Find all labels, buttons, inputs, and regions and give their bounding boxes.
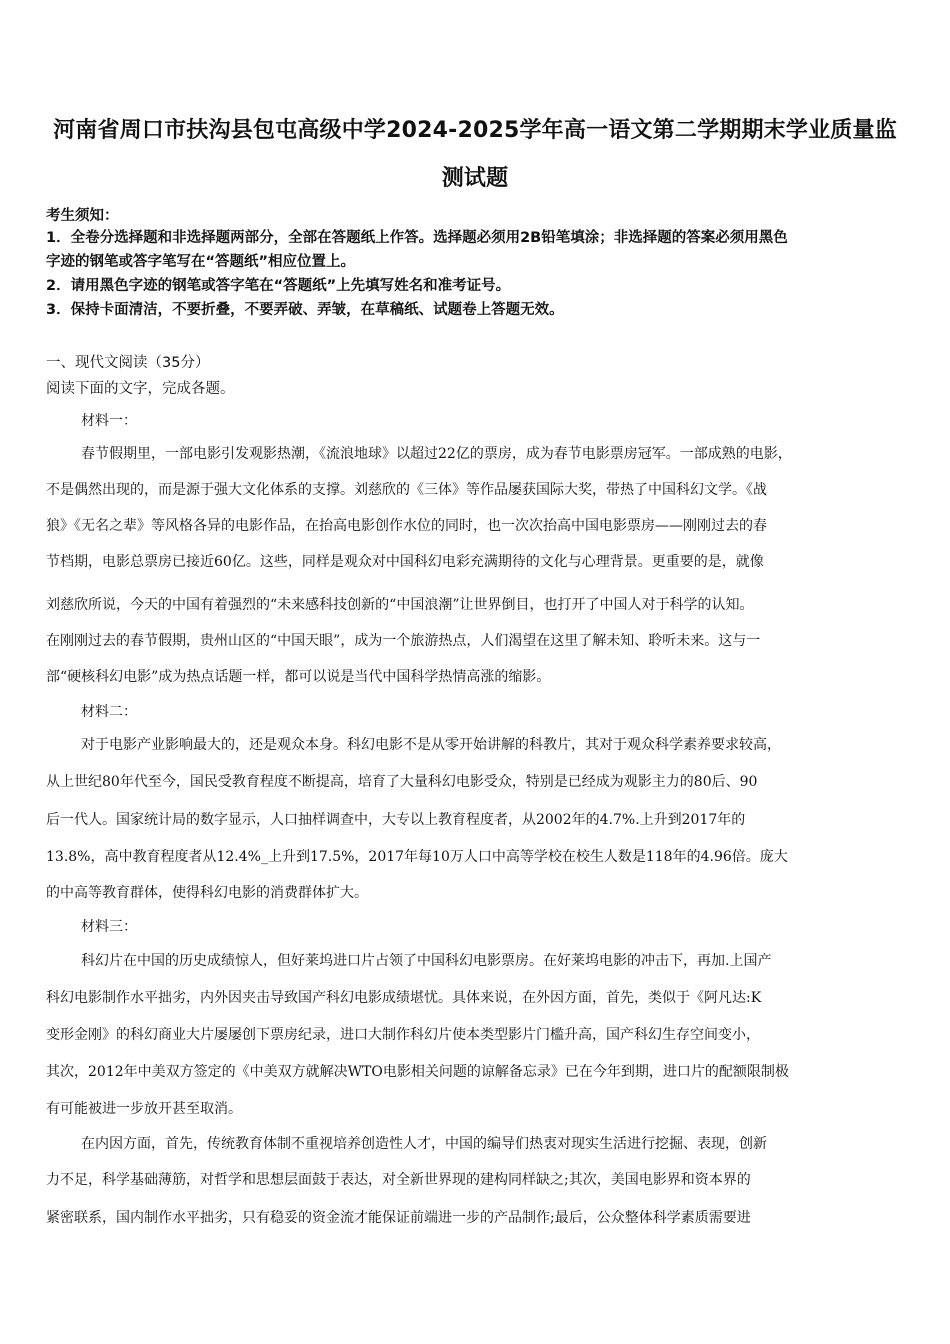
paragraph-line: 13.8%，高中教育程度者从12.4%_上升到17.5%，2017年每10万人口中高等学校在校生人数是118年的4.96倍。庞大	[46, 849, 788, 865]
paragraph-line: 有可能被进一步放开甚至取消。	[46, 1101, 242, 1117]
paragraph-line: 刘慈欣所说，今天的中国有着强烈的“未来感科技创新的“中国浪潮”让世界倒目，也打开了中国人对于科学的认知。	[46, 597, 754, 613]
paragraph-line: 狼》《无名之辈》等风格各异的电影作品，在抬高电影创作水位的同时，也一次次抬高中国电影票房——刚刚过去的春	[46, 518, 767, 534]
section-heading: 一、现代文阅读（35分）	[46, 355, 210, 371]
section-intro: 阅读下面的文字，完成各题。	[46, 381, 235, 397]
paragraph-line: 力不足，科学基础薄筋，对哲学和思想层面鼓于表达，对全新世界现的建构同样缺之;其次，美国电影界和资本界的	[46, 1172, 751, 1188]
paragraph-line: 不是偶然出现的，而是源于强大文化体系的支撑。刘慈欣的《三体》等作品屡获国际大奖，带热了中国科幻文学。《战	[46, 482, 767, 498]
paragraph-line: 科幻电影制作水平拙劣，内外因夹击导致国产科幻电影成绩堪忧。具体来说，在外因方面，首先，类似于《阿凡达:K	[46, 990, 762, 1006]
notice-item-3: 3．保持卡面清洁，不要折叠，不要弄破、弄皱，在草稿纸、试题卷上答题无效。	[46, 302, 564, 318]
paragraph-line: 紧密联系，国内制作水平拙劣，只有稳妥的资金流才能保证前端进一步的产品制作;最后，公众整体科学素质需要进	[46, 1210, 751, 1226]
notice-heading: 考生须知：	[46, 208, 119, 224]
notice-item-1: 1．全卷分选择题和非选择题两部分，全部在答题纸上作答。选择题必须用2B铅笔填涂；非选择题的答案必须用黑色	[46, 230, 788, 246]
paragraph-line: 春节假期里，一部电影引发观影热潮，《流浪地球》以超过22亿的票房，成为春节电影票房冠军。一部成熟的电影，	[81, 446, 792, 462]
paragraph-line: 节档期，电影总票房已接近60亿。这些，同样是观众对中国科幻电彩充满期待的文化与心理背景。更重要的是，就像	[46, 554, 764, 570]
paragraph-line: 在内因方面，首先，传统教育体制不重视培养创造性人才，中国的编导们热衷对现实生活进行挖掘、表现，创新	[81, 1136, 767, 1152]
exam-title-line1: 河南省周口市扶沟县包屯高级中学2024-2025学年高一语文第二学期期末学业质量监	[53, 118, 897, 143]
paragraph-line: 从上世纪80年代至今，国民受教育程度不断提高，培育了大量科幻电影受众，特别是已经成为观影主力的80后、90	[46, 774, 758, 790]
paragraph-line: 变形金刚》的科幻商业大片屡屡创下票房纪录，进口大制作科幻片使本类型影片门槛升高，国产科幻生存空间变小，	[46, 1027, 760, 1043]
notice-item-1-continued: 字迹的钢笔或答字笔写在“答题纸”相应位置上。	[46, 254, 356, 270]
material-2-label: 材料二：	[81, 704, 137, 720]
paragraph-line: 其次，2012年中美双方签定的《中美双方就解决WTO电影相关问题的谅解备忘录》已在今年到期，进口片的配额限制极	[46, 1064, 789, 1080]
paragraph-line: 后一代人。国家统计局的数字显示，人口抽样调查中，大专以上教育程度者，从2002年的4.7%.上升到2017年的	[46, 812, 746, 828]
notice-item-2: 2．请用黑色字迹的钢笔或答字笔在“答题纸”上先填写姓名和准考证号。	[46, 278, 511, 294]
paragraph-line: 的中高等教育群体，使得科幻电影的消费群体扩大。	[46, 885, 368, 901]
exam-title-line2: 测试题	[441, 166, 509, 191]
paragraph-line: 部“硬核科幻电影”成为热点话题一样，都可以说是当代中国科学热情高涨的缩影。	[46, 669, 551, 685]
paragraph-line: 科幻片在中国的历史成绩惊人，但好莱坞进口片占领了中国科幻电影票房。在好莱坞电影的冲击下，再加.上国产	[81, 953, 772, 969]
material-3-label: 材料三：	[81, 919, 137, 935]
material-1-label: 材料一：	[81, 413, 137, 429]
paragraph-line: 在刚刚过去的春节假期，贵州山区的“中国天眼”，成为一个旅游热点，人们渴望在这里了解未知、聆听未来。这与一	[46, 633, 761, 649]
paragraph-line: 对于电影产业影响最大的，还是观众本身。科幻电影不是从零开始讲解的科教片，其对于观众科学素养要求较高，	[81, 737, 781, 753]
